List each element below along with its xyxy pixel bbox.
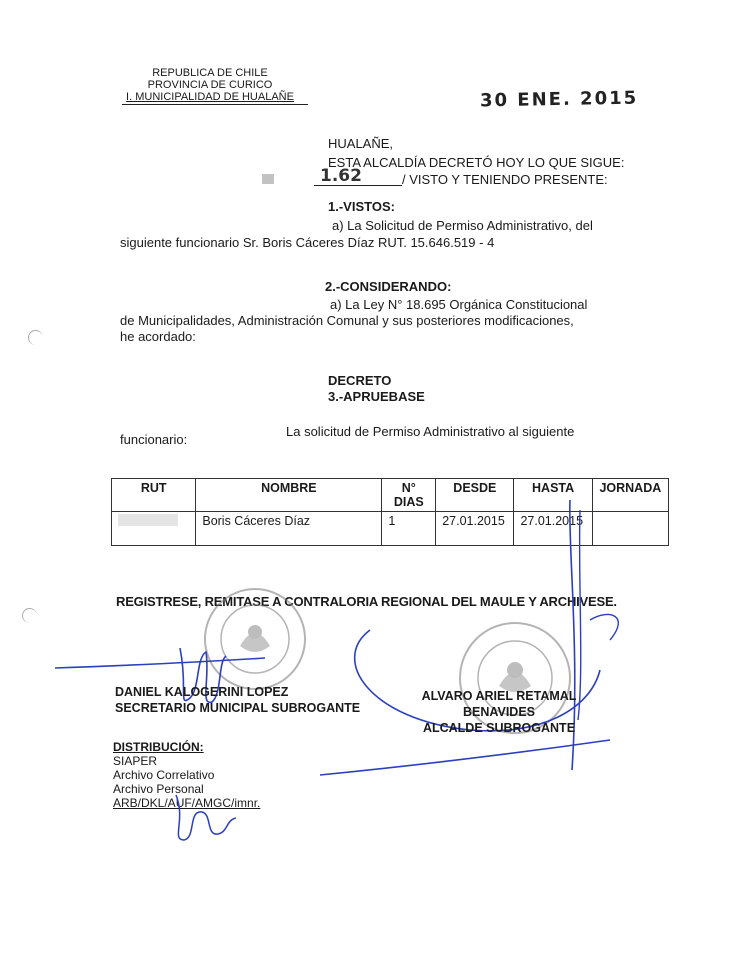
closing-line: REGISTRESE, REMITASE A CONTRALORIA REGIONAL DEL MAULE Y ARCHIVESE. bbox=[116, 594, 617, 609]
decree-number-underline bbox=[314, 185, 402, 186]
cell-desde: 27.01.2015 bbox=[436, 512, 514, 546]
intro-line: ESTA ALCALDÍA DECRETÓ HOY LO QUE SIGUE: bbox=[328, 155, 625, 170]
initials-scribble bbox=[166, 790, 246, 850]
decreto-line-2: funcionario: bbox=[120, 432, 188, 447]
mayor-name: ALVARO ARIEL RETAMAL BENAVIDES bbox=[421, 689, 577, 719]
considerando-line-1: a) La Ley N° 18.695 Orgánica Constitucional bbox=[330, 297, 588, 312]
mayor-title: ALCALDE SUBROGANTE bbox=[422, 721, 576, 735]
distribution-initials: ARB/DKL/AUF/AMGC/imnr. bbox=[113, 796, 261, 810]
cell-rut bbox=[112, 512, 196, 546]
decree-number-tail: / VISTO Y TENIENDO PRESENTE: bbox=[402, 172, 608, 187]
secretary-name: DANIEL KALOGERINI LOPEZ bbox=[115, 685, 289, 699]
col-rut: RUT bbox=[112, 479, 196, 512]
signature-block-mayor bbox=[385, 688, 613, 736]
vistos-line-2: siguiente funcionario Sr. Boris Cáceres Díaz RUT. 15.646.519 - 4 bbox=[120, 235, 495, 250]
decreto-subheading: 3.-APRUEBASE bbox=[328, 389, 425, 404]
col-hasta: HASTA bbox=[514, 479, 592, 512]
signature-mayor bbox=[310, 490, 630, 780]
distribution-heading: DISTRIBUCIÓN: bbox=[113, 740, 204, 754]
considerando-line-2: de Municipalidades, Administración Comunal y sus posteriores modificaciones, bbox=[120, 313, 574, 328]
distribution-item: Archivo Personal bbox=[113, 782, 204, 796]
considerando-heading: 2.-CONSIDERANDO: bbox=[325, 279, 452, 294]
considerando-line-3: he acordado: bbox=[120, 329, 196, 344]
letterhead-republic: REPUBLICA DE CHILE bbox=[152, 67, 268, 79]
vistos-line-1: a) La Solicitud de Permiso Administrativo, del bbox=[332, 218, 593, 233]
stamp-smudge bbox=[262, 174, 274, 184]
col-dias: N° DIAS bbox=[382, 479, 436, 512]
decree-number: 1.62 bbox=[320, 166, 362, 186]
date-stamp: 30 ENE. 2015 bbox=[479, 87, 639, 112]
letterhead bbox=[110, 67, 310, 103]
secretary-title: SECRETARIO MUNICIPAL SUBROGANTE bbox=[115, 701, 361, 715]
distribution-item: Archivo Correlativo bbox=[113, 768, 215, 782]
distribution-item: SIAPER bbox=[113, 754, 158, 768]
rut-smudge bbox=[118, 514, 178, 526]
decreto-heading: DECRETO bbox=[328, 373, 392, 388]
punch-hole-bottom bbox=[22, 608, 37, 623]
decreto-line-1: La solicitud de Permiso Administrativo al siguiente bbox=[286, 424, 575, 439]
decree-number-row bbox=[262, 166, 622, 190]
cell-nombre: Boris Cáceres Díaz bbox=[196, 512, 382, 546]
col-jornada: JORNADA bbox=[592, 479, 668, 512]
signature-block-secretary bbox=[115, 684, 360, 716]
cell-hasta: 27.01.2015 bbox=[514, 512, 592, 546]
intro-place: HUALAÑE, bbox=[328, 136, 394, 151]
letterhead-municipality: I. MUNICIPALIDAD DE HUALAÑE bbox=[126, 91, 294, 103]
letterhead-province: PROVINCIA DE CURICO bbox=[147, 79, 273, 91]
cell-dias: 1 bbox=[382, 512, 436, 546]
letterhead-rule bbox=[122, 104, 308, 105]
col-nombre: NOMBRE bbox=[196, 479, 382, 512]
punch-hole-top bbox=[28, 330, 43, 345]
col-desde: DESDE bbox=[436, 479, 514, 512]
vistos-heading: 1.-VISTOS: bbox=[328, 199, 395, 214]
